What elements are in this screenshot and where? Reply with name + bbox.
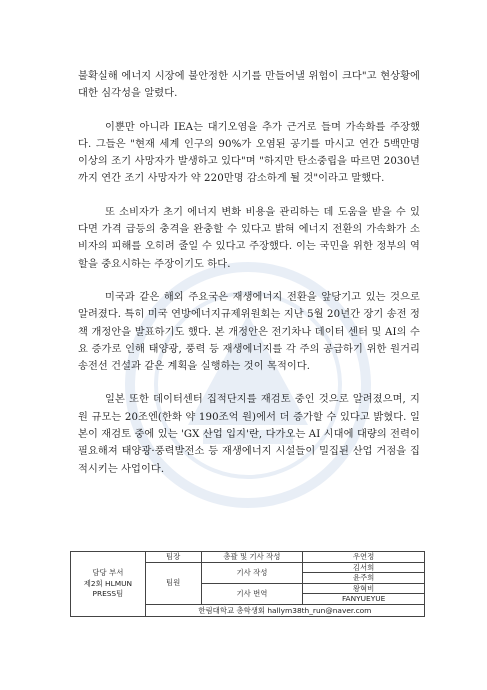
- writing-label: 기사 작성: [201, 562, 303, 583]
- paragraph-2: 이뿐만 아니라 IEA는 대기오염을 추가 근거로 들며 가속화를 주장했다. 그들은 "현재 세계 인구의 90%가 오염된 공기를 마시고 연간 5백만명 이상의 조기 사망자가 발생하고 있다"며 "하지만 탄소중립을 따르면 2030년까지 연간 조기 사망자가 약 220만명 감소하게 될 것"이라고 말했다.: [78, 121, 420, 185]
- writer-name: 윤주희: [303, 573, 425, 584]
- team-leader-role: 총괄 및 기사 작성: [201, 552, 303, 563]
- translator-name: FANYUEYUE: [303, 594, 425, 605]
- translation-label: 기사 번역: [201, 583, 303, 604]
- dept-label: 담당 부서: [92, 568, 124, 578]
- paragraph-5: 일본 또한 데이터센터 집적단지를 재검토 중인 것으로 알려졌으며, 지원 규모는 20조엔(한화 약 190조억 원)에서 더 증가할 수 있다고 밝혔다. 일본이 재검토 중에 있는 'GX 산업 입지'란, 다가오는 AI 시대에 대량의 전력이 필요해져 태양광·풍력발전소 등 재생에너지 시설들이 밀집된 산업 거점을 집적시키는 사업이다.: [78, 394, 420, 475]
- dept-cell: [71, 552, 146, 617]
- translator-name: 왕혁비: [303, 583, 425, 594]
- paragraph-1: 불확실해 에너지 시장에 불안정한 시기를 만들어낼 위험이 크다"고 현상황에 대한 심각성을 알렸다.: [78, 71, 420, 100]
- team-leader-label: 팀장: [145, 552, 201, 563]
- paragraph-3: 또 소비자가 초기 에너지 변화 비용을 관리하는 데 도움을 받을 수 있다면 가격 급등의 충격을 완충할 수 있다고 밝혀 에너지 전환의 가속화가 소비자의 피해를 오히려 줄일 수 있다고 주장했다. 이는 국민을 위한 정부의 역할을 중요시하는 주장이기도 하다.: [78, 206, 420, 270]
- dept-name-line2: PRESS팀: [92, 589, 124, 599]
- team-leader-name: 우연정: [303, 552, 425, 563]
- dept-name-line1: 제2회 HLMUN: [83, 578, 133, 588]
- credits-table: [70, 551, 425, 617]
- paragraph-4: 미국과 같은 해외 주요국은 재생에너지 전환을 앞당기고 있는 것으로 알려졌다. 특히 미국 연방에너지규제위원회는 지난 5월 20년간 장기 송전 정책 개정안을 발표하기도 했다. 본 개정안은 전기차나 데이터 센터 및 AI의 수요 증가로 인해 태양광, 풍력 등 재생에너지를 각 주의 공급하기 위한 원거리 송전선 건설과 같은 계획을 실행하는 것이 목적이다.: [78, 291, 420, 373]
- writer-name: 김서희: [303, 562, 425, 573]
- member-label: 팀원: [145, 562, 201, 604]
- footer-contact: 한림대학교 총학생회 hallym38th_run@naver.com: [145, 604, 424, 616]
- article-body: [78, 68, 420, 494]
